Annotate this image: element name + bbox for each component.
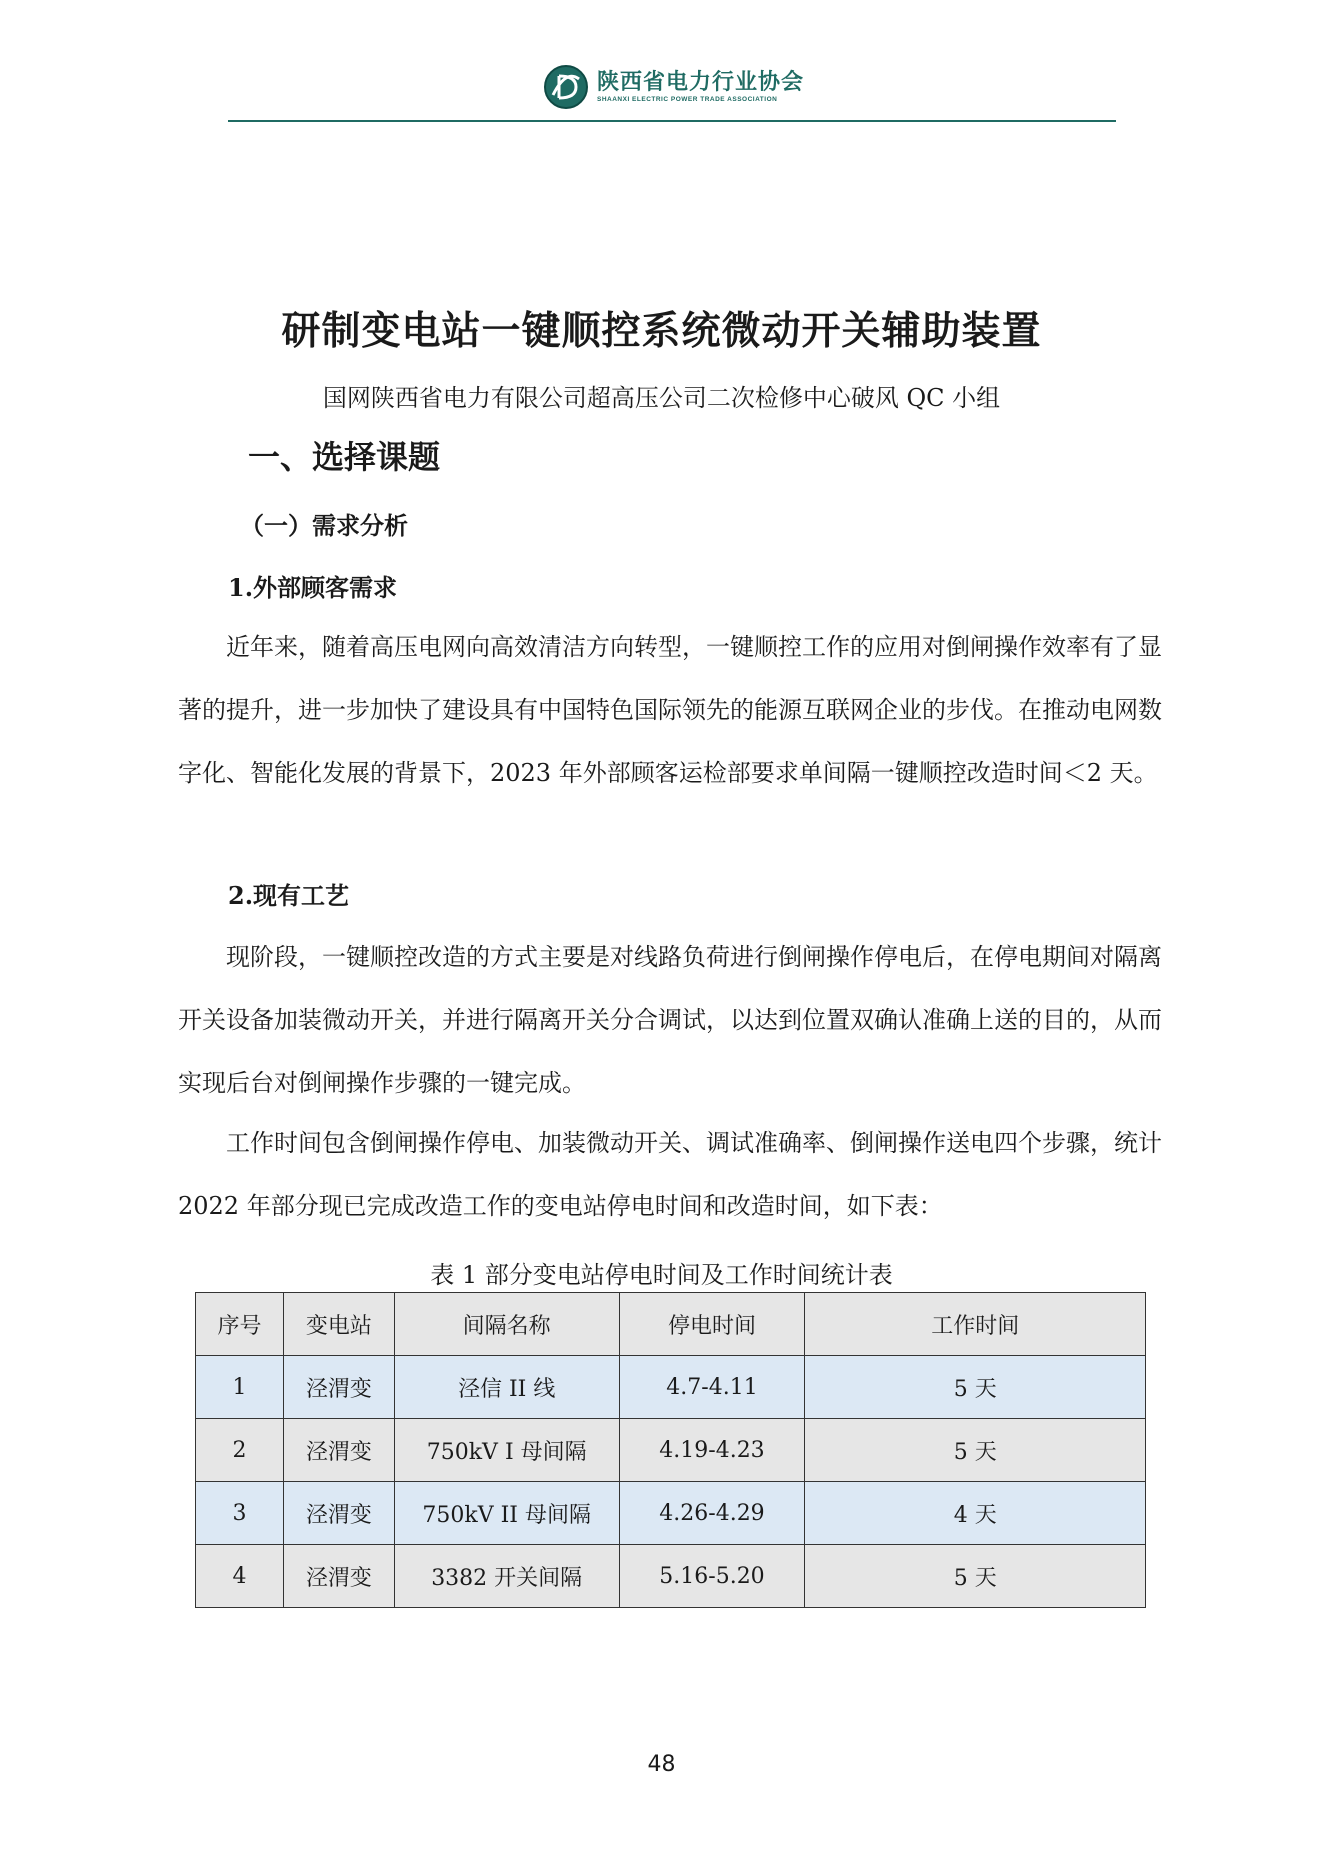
table-cell: 4.7-4.11 [619,1356,805,1419]
column-header: 停电时间 [619,1293,805,1356]
association-emblem-icon [543,64,589,110]
subsection-heading: （一）需求分析 [240,511,408,540]
table-caption: 表 1 部分变电站停电时间及工作时间统计表 [430,1261,893,1289]
column-header: 序号 [196,1293,284,1356]
document-subtitle: 国网陕西省电力有限公司超高压公司二次检修中心破风 QC 小组 [322,384,1001,412]
paragraph-2: 现阶段，一键顺控改造的方式主要是对线路负荷进行倒闸操作停电后，在停电期间对隔离开关设备加装微动开关，并进行隔离开关分合调试，以达到位置双确认准确上送的目的，从而实现后台对倒闸操作步骤的一键完成。 [178,943,1162,1097]
table-cell: 泾信 II 线 [394,1356,619,1419]
table-cell: 4 [196,1545,284,1608]
column-header: 工作时间 [805,1293,1146,1356]
table-cell: 泾渭变 [283,1419,394,1482]
table-cell: 泾渭变 [283,1482,394,1545]
table-cell: 5 天 [805,1419,1146,1482]
stats-table [195,1292,1146,1608]
table-row [196,1482,1146,1545]
column-header: 变电站 [283,1293,394,1356]
table-row [196,1545,1146,1608]
table-cell: 3382 开关间隔 [394,1545,619,1608]
table-cell: 5.16-5.20 [619,1545,805,1608]
page-header [228,58,1116,122]
table-row [196,1419,1146,1482]
table-header-row [196,1293,1146,1356]
table-cell: 1 [196,1356,284,1419]
section-heading: 一、选择课题 [248,438,441,476]
table-cell: 泾渭变 [283,1545,394,1608]
table-cell: 3 [196,1482,284,1545]
item-heading-2: 2.现有工艺 [228,881,350,910]
table-cell: 泾渭变 [283,1356,394,1419]
paragraph-1: 近年来，随着高压电网向高效清洁方向转型，一键顺控工作的应用对倒闸操作效率有了显著的提升，进一步加快了建设具有中国特色国际领先的能源互联网企业的步伐。在推动电网数字化、智能化发展的背景下，2023 年外部顾客运检部要求单间隔一键顺控改造时间＜2 天。 [178,633,1162,787]
table-cell: 750kV I 母间隔 [394,1419,619,1482]
table-cell: 750kV II 母间隔 [394,1482,619,1545]
table-cell: 4 天 [805,1482,1146,1545]
table-cell: 2 [196,1419,284,1482]
column-header: 间隔名称 [394,1293,619,1356]
item-heading-1: 1.外部顾客需求 [228,573,398,602]
org-name-en: SHAANXI ELECTRIC POWER TRADE ASSOCIATION [597,95,778,103]
header-divider [228,120,1116,122]
association-logo [543,64,804,110]
table-row [196,1356,1146,1419]
org-name-cn: 陕西省电力行业协会 [597,69,805,95]
paragraph-3: 工作时间包含倒闸操作停电、加装微动开关、调试准确率、倒闸操作送电四个步骤，统计 2022 年部分现已完成改造工作的变电站停电时间和改造时间，如下表： [178,1129,1162,1220]
document-title: 研制变电站一键顺控系统微动开关辅助装置 [281,308,1042,354]
table-cell: 4.26-4.29 [619,1482,805,1545]
page-number: 48 [647,1752,676,1777]
table-cell: 5 天 [805,1356,1146,1419]
table-cell: 4.19-4.23 [619,1419,805,1482]
table-cell: 5 天 [805,1545,1146,1608]
